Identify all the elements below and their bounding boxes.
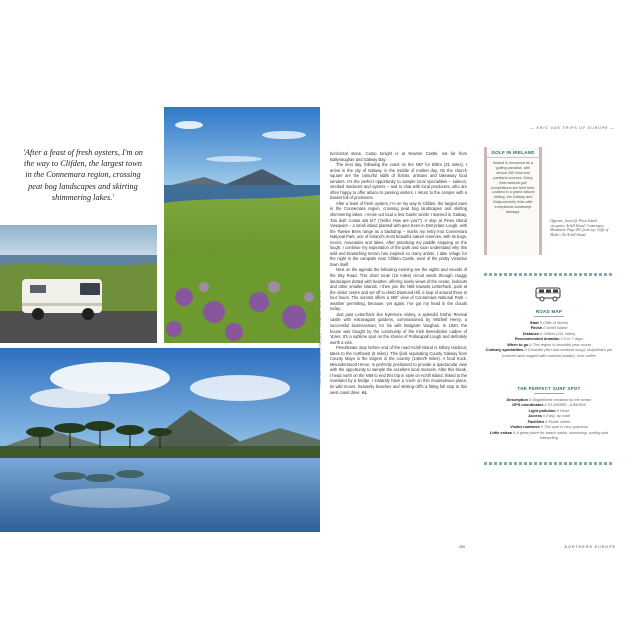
body-paragraph-last: [330, 345, 467, 395]
body-paragraph: horizontal stone. Camp tonight is at Newton Castle, not far from Ballyvaughan and Galway Bay.: [330, 151, 467, 162]
road-map-title: ROAD MAP: [535, 309, 563, 314]
road-map-value: The region is beautiful year-round: [532, 341, 591, 347]
connemara-landscape-photo: [164, 107, 320, 343]
road-map-item: Culinary specialities // Chowder (fish and seafood soup), shepherd's pie (minced lamb topped with mashed potato), Irish coffee: [485, 347, 613, 358]
road-map-rule: [534, 316, 564, 317]
surf-spot-key: GPS coordinates: [512, 402, 544, 408]
sidebar-text: Ireland is renowned as a golfing paradise, with almost 400 links and parkland courses. Many international golf competitions are held here. Located in a grand natural setting, the Galway and Ballyconneely links offer exceptional windswept fairways.: [490, 161, 536, 215]
photo-credit: © Maximilian Kas (Dunduff); Holy (two); © Joanna2900 / Adobe Stock: [318, 289, 322, 388]
pull-quote: 'After a feast of fresh oysters, I'm on the way to Clifden, the largest town in the Connemara region, crossing peat bog landscapes and skirting shimmering lakes.': [23, 148, 143, 202]
surf-spot-value: None: [560, 407, 570, 413]
article-body: [330, 151, 467, 395]
surf-spot-item: Little extras // A great place for beach walks, swimming, surfing and kitesurfing: [490, 429, 608, 441]
road-map-value: Cliffs of Moher: [543, 320, 569, 325]
golf-sidebar: [484, 147, 542, 255]
surf-spot-key: Visitor numbers: [510, 424, 540, 430]
road-map-key: Culinary specialities: [485, 347, 524, 353]
sidebar-title: GOLF IN IRELAND: [487, 150, 539, 158]
road-map-item: Start // Cliffs of Moher: [529, 320, 569, 325]
surf-spot-value: Public toilets: [548, 418, 571, 424]
decorative-border-top: [484, 273, 614, 276]
decorative-border-bottom: [484, 462, 614, 465]
body-paragraph: Next on the agenda the following morning are the sights and sounds of the Sky Road. This short route (16 miles) circuit winds through craggy landscapes dotted with heather, offering lovely views of the ocean, lookouts and other smaller islands. I then join the N59 towards Letterfrack, park at the visitor centre and set off to climb Diamond Hill, a loop of around three to four hours. The summit offers a 360° view of Connemara National Park – weather permitting, because, yet again, I've got my head in the clouds today.: [330, 267, 467, 312]
road-map-key: Distance: [522, 330, 540, 336]
road-map-key: Recommended duration: [515, 336, 560, 342]
road-map-item: When to go // The region is beautiful year-round: [507, 341, 591, 347]
road-map-item: Finish // Achill Island: [530, 325, 568, 331]
road-map-value: 340km (211 miles): [543, 330, 576, 336]
body-paragraph: After a feast of fresh oysters, I'm on my way to Clifden, the largest town in the Connemara region, crossing peat bog landscapes and skirting shimmering lakes. I recite out loud a few Gaelic words I learned in Galway, 'Dia duit! Conas atá tú?' ('Hello! How are you?'). A stop at Pines Island Viewpoint – a small island planted with pine trees in Derryclare Lough, with the Twelve Bens range as a backdrop – marks my entry into Connemara National Park, one of Ireland's most beautiful nature reserves, with its bogs, moors, mountains and lakes. After practising my paddle stopping on the lough, I continue my exploration of the park and soon understand why this wild and bewitching terrain has inspired so many artists. I take refuge for the night in the campsite near Clifden Castle, west of the pretty Victorian town itself.: [330, 200, 467, 267]
surf-spot-key: Description: [506, 397, 529, 402]
camper-van-photo: [0, 225, 157, 343]
running-head-text: ERIC VAN TRIPS OF EUROPE: [536, 126, 609, 130]
road-map-value: 5 to 7 days: [563, 336, 583, 342]
road-map-key: Start: [529, 320, 539, 325]
surf-spot-value: Easy, by road: [546, 413, 570, 419]
surf-spot-key: Facilities: [527, 418, 545, 424]
road-map-item: Recommended duration // 5 to 7 days: [515, 336, 583, 342]
body-paragraph: Just past Letterfrack lies Kylemore Abbey, a splendid Gothic Revival castle with extravagant gardens, commissioned by Mitchell Henry, a successful businessman, for his wife Margaret Vaughan. In 1920, the house was bought by the community of the Irish Benedictine Ladies of Ypres. It's a sublime spot on the shores of Pollacapall Lough and definitely worth a visit.: [330, 311, 467, 345]
surf-spot-item: Facilities // Public toilets: [527, 418, 571, 424]
road-map-key: When to go: [507, 341, 529, 347]
surf-spot-key: Access: [528, 413, 542, 419]
page-number: 285: [459, 545, 465, 549]
surf-spot-item: Visitor numbers // The spot is very spacious: [510, 424, 588, 430]
running-head: — ERIC VAN TRIPS OF EUROPE —: [530, 126, 615, 130]
surf-spot-value: The spot is very spacious: [543, 424, 588, 430]
surf-spot-value: 53.506883, -9.890845: [547, 402, 586, 408]
road-map-key: Finish: [530, 325, 543, 331]
road-map-list: [484, 320, 614, 358]
pines-island-lake-photo: [0, 348, 320, 532]
road-map-item: Distance // 340km (211 miles): [522, 330, 576, 336]
surf-spot-title: THE PERFECT SURF SPOT: [517, 386, 581, 391]
surf-spot-item: Access // Easy, by road: [528, 413, 570, 419]
surf-spot-item: Light pollution // None: [528, 407, 570, 413]
surf-spot-list: [484, 397, 614, 441]
road-map-value: Chowder (fish and seafood soup), shepherd's pie (minced lamb topped with mashed potato), Irish coffee: [502, 347, 613, 358]
body-paragraph: The next day, following the coast on the N67 for 50km (31 miles), I arrive in the city of Galway, in the middle of market day. On the church square are the colourful stalls of florists, artisans and takeaway food vendors. It's the perfect opportunity to sample local specialities – salmon, smoked mackerel and oysters – and to chat with local producers, who are often happy to offer advice to passing visitors. I return to the camper with a basket full of provisions.: [330, 162, 467, 201]
surf-spot-item: Description // Magnificent meadow by the ocean: [506, 397, 592, 402]
surf-spot-rule: [534, 393, 564, 394]
body-paragraph-text: Penultimate stop before end of the road Achill Island is Killary Harbour, takes to the northeast (6 miles). This fjord separating County Galway from County Mayo is the largest in the country (14km/9 miles). A food truck, Misunderstood Heron, is perfectly positioned to provide a spectacular view with the opportunity to sample the excellent local mussels. After this break, I head north on the N59 to end this trip in style on Achill Island, linked to the mainland by a bridge. I instantly have a crush on this mountainous place, its wild moors, heavenly beaches and striking cliffs a fitting full stop to this west coast drive.: [330, 345, 467, 395]
photo-captions: Opposite, from left: Pines Island viewpoint; Achill Island; Connemara Mountains. Page 283, from top: Cliffs of Moher; On Achill Island: [550, 219, 609, 237]
end-mark: AL: [361, 389, 368, 395]
camper-van-icon: [534, 286, 564, 302]
road-map-value: Achill Island: [546, 325, 568, 331]
surf-spot-key: Light pollution: [528, 407, 556, 413]
surf-spot-value: A great place for beach walks, swimming, surfing and kitesurfing: [516, 429, 608, 441]
region-footer: NORTHERN EUROPE: [564, 545, 616, 549]
surf-spot-value: Magnificent meadow by the ocean: [532, 397, 592, 402]
surf-spot-item: GPS coordinates // 53.506883, -9.890845: [512, 402, 586, 408]
surf-spot-key: Little extras: [490, 429, 512, 435]
